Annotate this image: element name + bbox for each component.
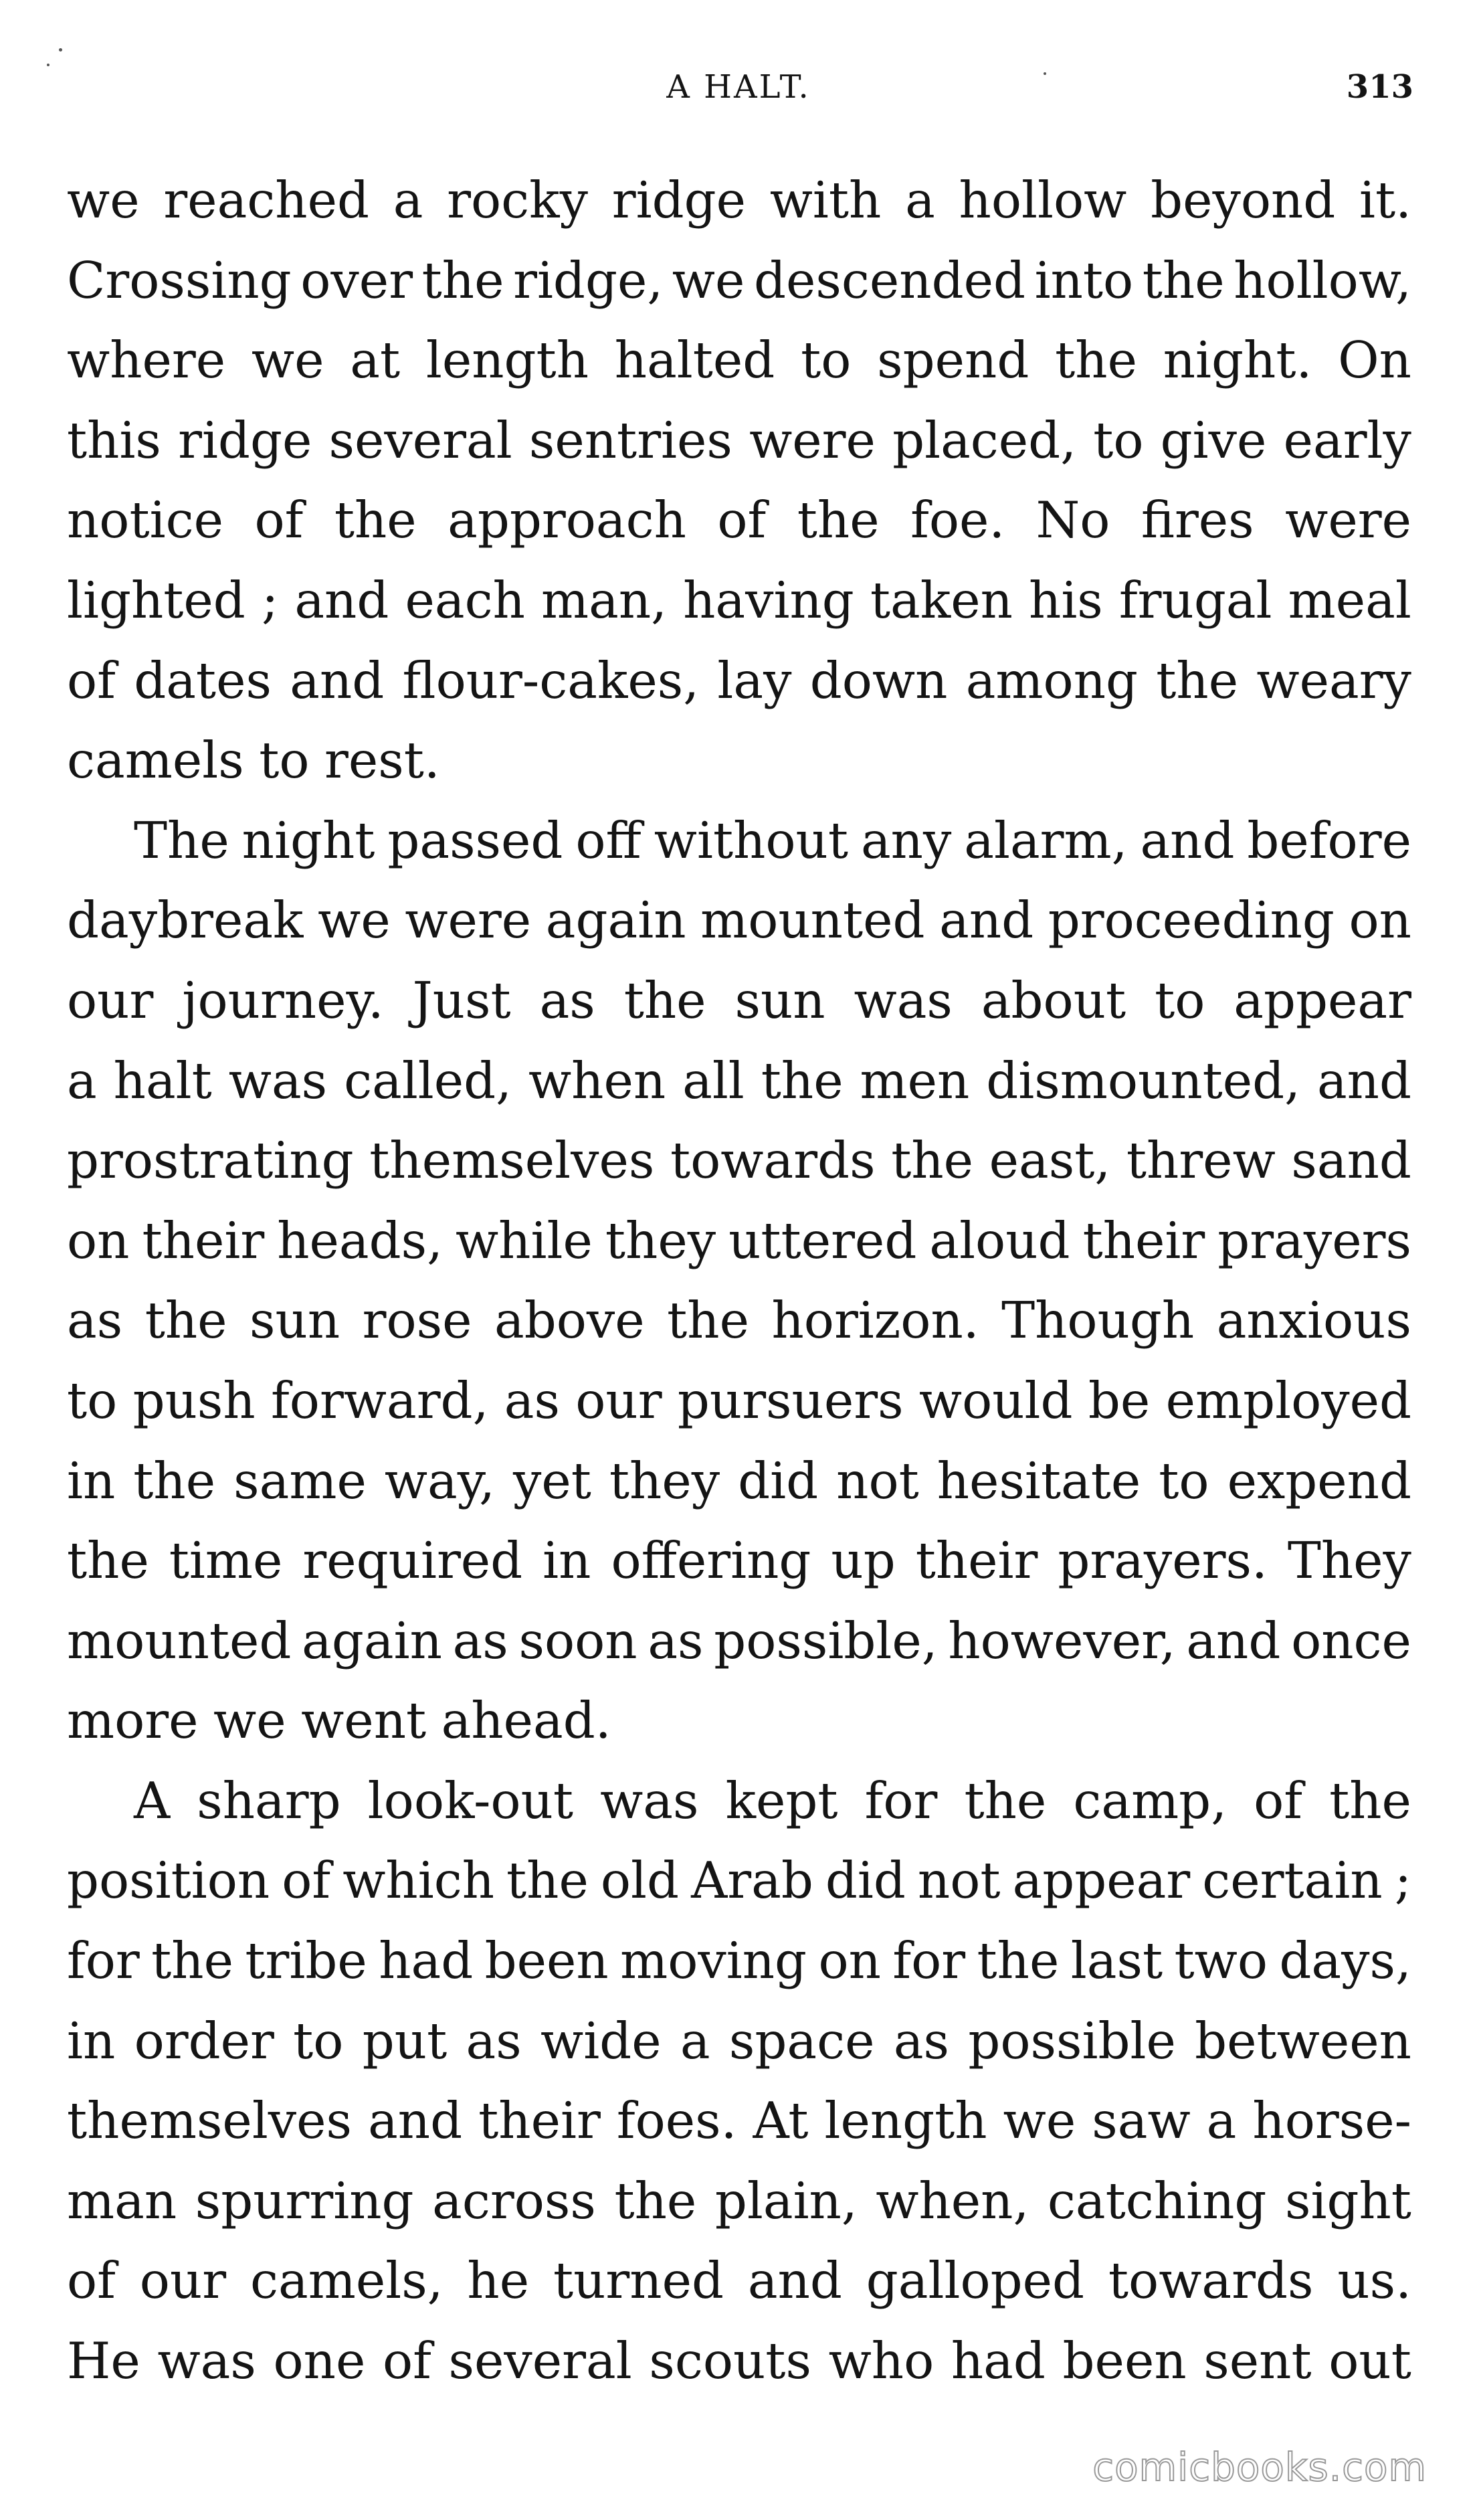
text-line: the time required in offering up their prayers. They xyxy=(67,1531,1411,1591)
paragraph xyxy=(67,1761,1411,2402)
text-line: themselves and their foes. At length we saw a horse- xyxy=(67,2091,1411,2151)
print-speck xyxy=(1044,72,1046,75)
text-line: of our camels, he turned and galloped towards us. xyxy=(67,2251,1411,2311)
text-line: for the tribe had been moving on for the last two days, xyxy=(67,1931,1411,1991)
paragraph xyxy=(67,161,1411,801)
body-text xyxy=(67,161,1411,2402)
text-line: prostrating themselves towards the east, threw sand xyxy=(67,1131,1411,1190)
paragraph xyxy=(67,801,1411,1761)
chapter-heading: A HALT. xyxy=(666,68,811,106)
text-line: He was one of several scouts who had been sent out xyxy=(67,2331,1411,2391)
text-line: where we at length halted to spend the night. On xyxy=(67,331,1411,390)
text-line: notice of the approach of the foe. No fires were xyxy=(67,490,1411,550)
text-line: in order to put as wide a space as possible between xyxy=(67,2011,1411,2070)
text-line: position of which the old Arab did not appear certain ; xyxy=(67,1851,1411,1910)
text-line: camels to rest. xyxy=(67,731,440,790)
text-line: The night passed off without any alarm, and before xyxy=(134,810,1411,870)
text-line: Crossing over the ridge, we descended into the hollow, xyxy=(67,250,1411,310)
text-line: on their heads, while they uttered aloud their prayers xyxy=(67,1210,1411,1270)
text-line: in the same way, yet they did not hesitate to expend xyxy=(67,1451,1411,1510)
print-speck xyxy=(59,48,62,52)
text-line: our journey. Just as the sun was about to appear xyxy=(67,970,1411,1030)
text-line: this ridge several sentries were placed, to give early xyxy=(67,410,1411,470)
page-number: 313 xyxy=(1346,68,1413,106)
text-line: more we went ahead. xyxy=(67,1691,611,1750)
text-line: A sharp look-out was kept for the camp, of the xyxy=(134,1771,1411,1830)
text-line: as the sun rose above the horizon. Though anxious xyxy=(67,1291,1411,1350)
text-line: to push forward, as our pursuers would be employed xyxy=(67,1370,1411,1430)
text-line: daybreak we were again mounted and proceeding on xyxy=(67,891,1411,950)
text-line: mounted again as soon as possible, however, and once xyxy=(67,1611,1411,1670)
print-speck xyxy=(47,64,50,66)
watermark: comicbooks.com xyxy=(1092,2444,1427,2490)
running-head xyxy=(0,64,1477,110)
text-line: of dates and flour-cakes, lay down among the weary xyxy=(67,650,1411,710)
text-line: lighted ; and each man, having taken his frugal meal xyxy=(67,570,1411,630)
text-line: a halt was called, when all the men dismounted, and xyxy=(67,1051,1411,1110)
text-line: man spurring across the plain, when, catching sight xyxy=(67,2171,1411,2230)
text-line: we reached a rocky ridge with a hollow beyond it. xyxy=(67,171,1411,230)
